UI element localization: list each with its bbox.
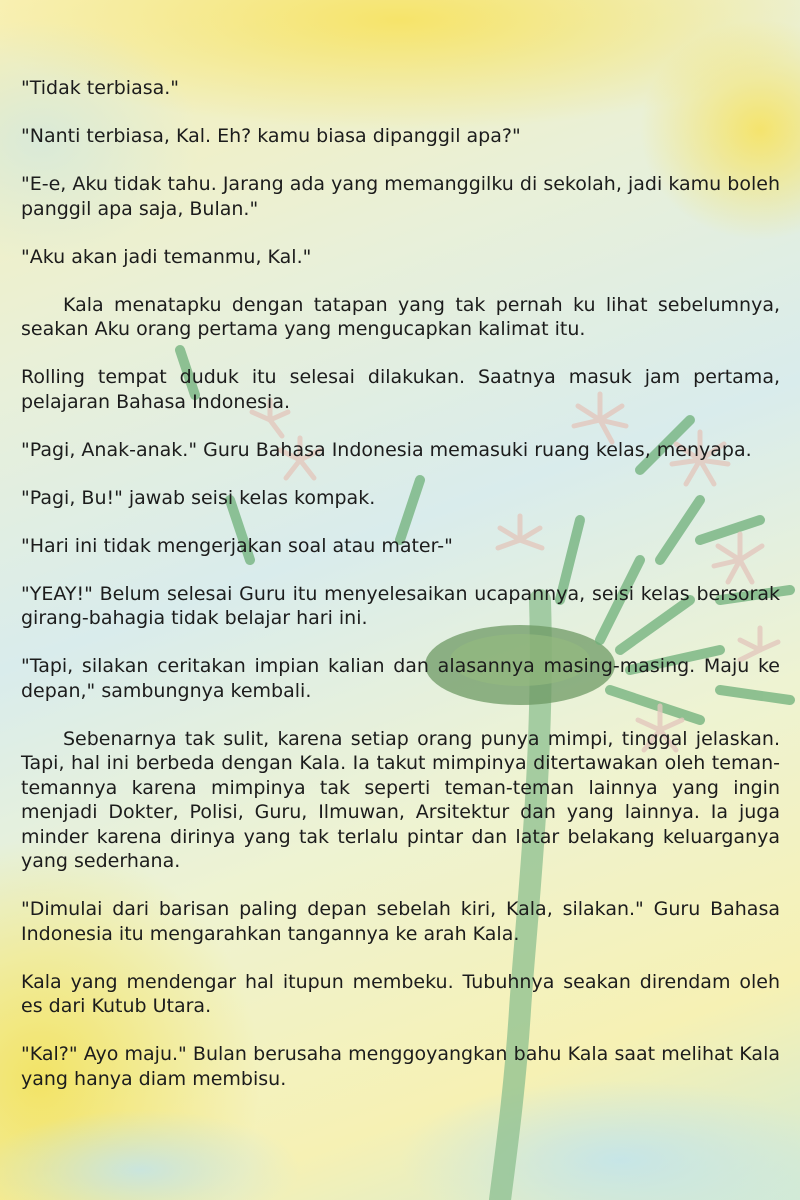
story-paragraph: "Nanti terbiasa, Kal. Eh? kamu biasa dipanggil apa?" <box>21 125 521 147</box>
story-paragraph: "Kal?" Ayo maju." Bulan berusaha menggoyangkan bahu Kala saat melihat Kala yang hanya diam membisu. <box>21 1043 780 1090</box>
story-paragraph: "E-e, Aku tidak tahu. Jarang ada yang memanggilku di sekolah, jadi kamu boleh panggil apa saja, Bulan." <box>21 173 780 220</box>
story-paragraph: "Aku akan jadi temanmu, Kal." <box>21 245 312 268</box>
story-paragraph: "Dimulai dari barisan paling depan sebelah kiri, Kala, silakan." Guru Bahasa Indonesia itu mengarahkan tangannya ke arah Kala. <box>21 898 780 945</box>
story-paragraph: "Pagi, Bu!" jawab seisi kelas kompak. <box>21 486 376 509</box>
story-page <box>21 76 780 1115</box>
story-paragraph: Rolling tempat duduk itu selesai dilakukan. Saatnya masuk jam pertama, pelajaran Bahasa Indonesia. <box>21 366 780 413</box>
story-paragraph: Kala menatapku dengan tatapan yang tak pernah ku lihat sebelumnya, seakan Aku orang pertama yang mengucapkan kalimat itu. <box>21 293 780 340</box>
story-paragraph: "Pagi, Anak-anak." Guru Bahasa Indonesia memasuki ruang kelas, menyapa. <box>21 438 752 461</box>
story-paragraph: "Tapi, silakan ceritakan impian kalian dan alasannya masing-masing. Maju ke depan," sambungnya kembali. <box>21 655 780 702</box>
story-paragraph: Sebenarnya tak sulit, karena setiap orang punya mimpi, tinggal jelaskan. Tapi, hal ini berbeda dengan Kala. Ia takut mimpinya ditertawakan oleh teman-temannya karena mimpinya tak seperti teman-teman lainnya yang ingin menjadi Dokter, Polisi, Guru, Ilmuwan, Arsitektur dan yang lainnya. Ia juga minder karena dirinya yang tak terlalu pintar dan latar belakang keluarganya yang sederhana. <box>21 727 780 872</box>
story-paragraph: "Tidak terbiasa." <box>21 77 180 99</box>
story-paragraph: "Hari ini tidak mengerjakan soal atau mater-" <box>21 534 453 557</box>
story-paragraph: "YEAY!" Belum selesai Guru itu menyelesaikan ucapannya, seisi kelas bersorak girang-bahagia tidak belajar hari ini. <box>21 582 780 629</box>
story-paragraph: Kala yang mendengar hal itupun membeku. Tubuhnya seakan direndam oleh es dari Kutub Utara. <box>21 970 780 1017</box>
